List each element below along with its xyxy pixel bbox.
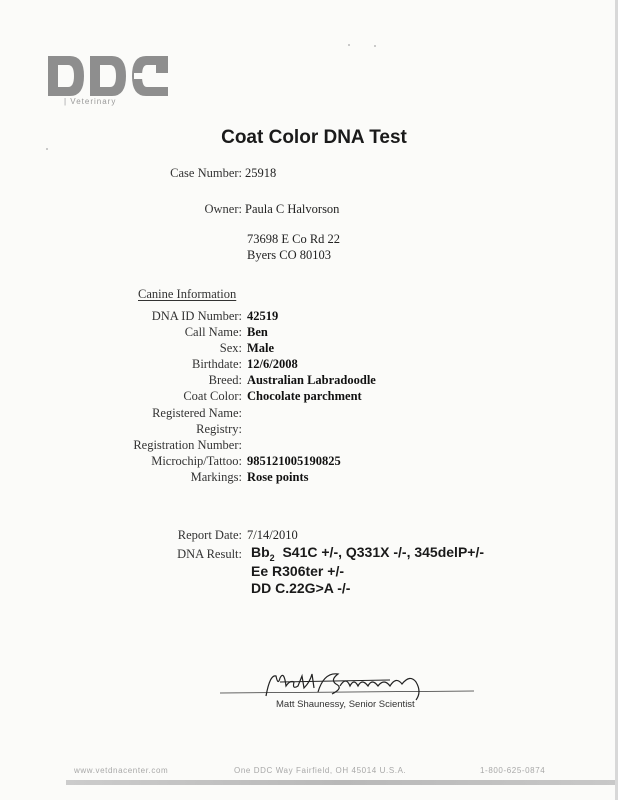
field-label: Microchip/Tattoo:	[151, 454, 242, 468]
signatory-name: Matt Shaunessy, Senior Scientist	[276, 699, 415, 710]
dna-result-gene-b-subscript: 2	[269, 552, 275, 563]
footer-phone: 1-800-625-0874	[480, 766, 546, 775]
field-label: Registered Name:	[152, 406, 242, 420]
field-label: Breed:	[208, 373, 242, 387]
scan-speck	[374, 45, 376, 47]
report-date-value: 7/14/2010	[247, 528, 298, 542]
coat-color-value: Chocolate parchment	[247, 389, 362, 403]
markings-value: Rose points	[247, 470, 309, 484]
birthdate-value: 12/6/2008	[247, 357, 298, 371]
dna-id-value: 42519	[247, 309, 279, 323]
field-label: Coat Color:	[183, 389, 242, 403]
field-label: Markings:	[190, 470, 242, 484]
field-label: Registration Number:	[133, 438, 242, 452]
page-title: Coat Color DNA Test	[221, 127, 407, 148]
case-number-value: 25918	[245, 166, 277, 180]
footer-address: One DDC Way Fairfield, OH 45014 U.S.A.	[234, 766, 407, 775]
scan-speck	[348, 44, 350, 46]
canine-information-heading: Canine Information	[138, 287, 237, 301]
field-label: Sex:	[219, 341, 242, 355]
report-date-label: Report Date:	[177, 528, 242, 542]
owner-name: Paula C Halvorson	[245, 202, 340, 216]
footer-rule	[66, 780, 618, 785]
field-label: DNA ID Number:	[151, 309, 242, 323]
dna-result-gene-b: Bb	[251, 544, 270, 560]
field-label: Registry:	[196, 422, 242, 436]
dna-result-line1	[251, 544, 484, 563]
dna-result-line3: DD C.22G>A -/-	[251, 580, 351, 596]
breed-value: Australian Labradoodle	[247, 373, 376, 387]
microchip-value: 985121005190825	[247, 454, 341, 468]
logo-tagline: | Veterinary	[64, 97, 117, 106]
field-label: Call Name:	[184, 325, 242, 339]
dna-result-b-alleles: S41C +/-, Q331X -/-, 345delP+/-	[282, 544, 485, 560]
sex-value: Male	[247, 341, 275, 355]
handwritten-signature	[220, 662, 480, 702]
call-name-value: Ben	[247, 325, 268, 339]
field-label: Birthdate:	[192, 357, 242, 371]
footer-website: www.vetdnacenter.com	[74, 766, 169, 775]
owner-address-line2: Byers CO 80103	[247, 248, 332, 262]
scan-speck	[46, 148, 48, 150]
case-number-label: Case Number:	[170, 166, 242, 180]
dna-result-line2: Ee R306ter +/-	[251, 563, 344, 579]
owner-address-line1: 73698 E Co Rd 22	[247, 232, 341, 246]
owner-label: Owner:	[204, 202, 242, 216]
dna-result-label: DNA Result:	[177, 547, 242, 561]
